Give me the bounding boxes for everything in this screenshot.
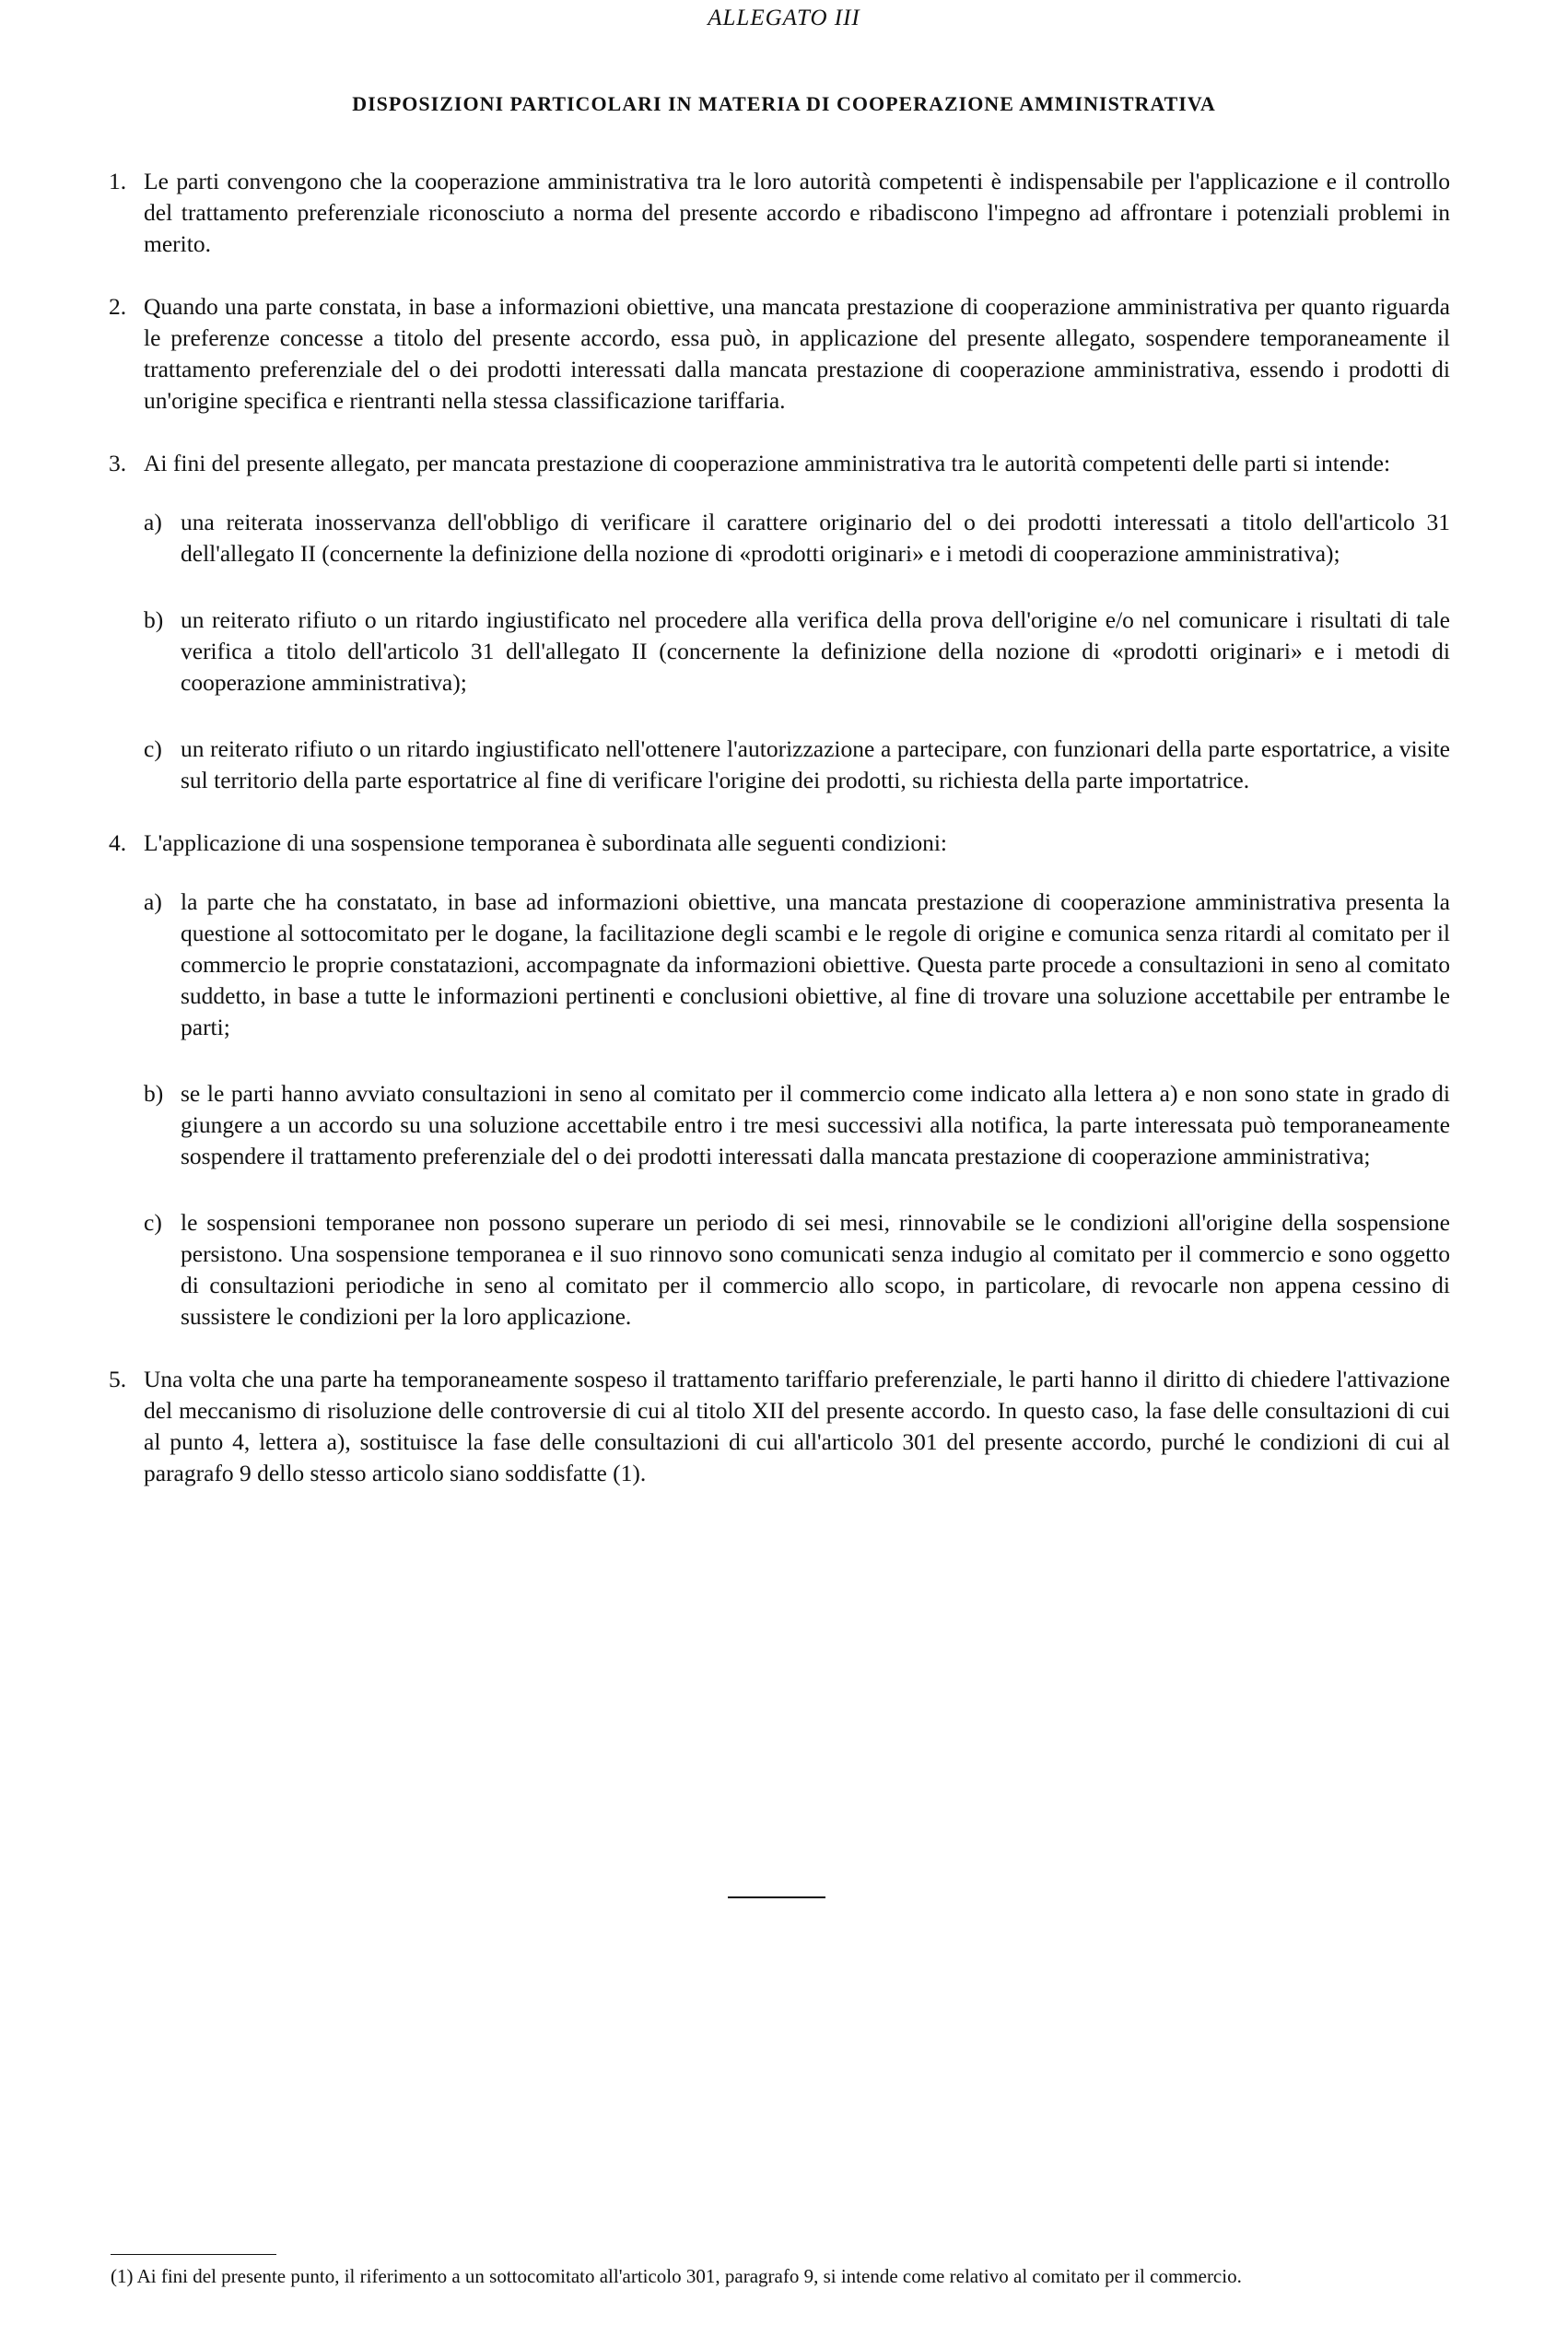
item-letter: a): [144, 888, 162, 915]
item-letter: c): [144, 735, 162, 762]
paragraph-1: [109, 166, 1450, 260]
item-letter: a): [144, 509, 162, 535]
paragraph-4: [109, 828, 1450, 1332]
list-item: [109, 1078, 1450, 1172]
paragraph-number: 2.: [109, 293, 127, 320]
annex-label: ALLEGATO III: [708, 6, 860, 30]
footnote-marker: (1): [111, 2265, 134, 2287]
item-text: un reiterato rifiuto o un ritardo ingiustificato nel procedere alla verifica della prova dell'origine e/o nel comunicare i risultati di tale verifica a titolo dell'articolo 31 dell'allegato II (concernente la definizione della nozione di «prodotti originari» e i metodi di cooperazione amministrativa);: [181, 606, 1450, 696]
paragraph-text: Ai fini del presente allegato, per mancata prestazione di cooperazione amministrativa tra le autorità competenti delle parti si intende:: [144, 450, 1391, 476]
item-text: la parte che ha constatato, in base ad informazioni obiettive, una mancata prestazione di cooperazione amministrativa presenta la questione al sottocomitato per le dogane, la facilitazione degli scambi e le regole di origine e comunica senza ritardi al comitato per il commercio le proprie constatazioni, accompagnate da informazioni obiettive. Questa parte procede a consultazioni in seno al comitato suddetto, in base a tutte le informazioni pertinenti e conclusioni obiettive, al fine di trovare una soluzione accettabile per entrambe le parti;: [181, 888, 1450, 1040]
paragraph-3: [109, 448, 1450, 796]
list-item: [109, 605, 1450, 699]
paragraph-number: 3.: [109, 450, 127, 476]
footnote-divider: [111, 2254, 276, 2255]
paragraph-text: Le parti convengono che la cooperazione amministrativa tra le loro autorità competenti è indispensabile per l'applicazione e il controllo del trattamento preferenziale riconosciuto a norma del presente accordo e ribadiscono l'impegno ad affrontare i potenziali problemi in merito.: [144, 168, 1450, 257]
paragraph-number: 5.: [109, 1366, 127, 1392]
paragraph-text: Quando una parte constata, in base a informazioni obiettive, una mancata prestazione di cooperazione amministrativa per quanto riguarda le preferenze concesse a titolo del presente accordo, essa può, in applicazione del presente allegato, sospendere temporaneamente il trattamento preferenziale del o dei prodotti interessati dalla mancata prestazione di cooperazione amministrativa, essendo i prodotti di un'origine specifica e rientranti nella stessa classificazione tariffaria.: [144, 293, 1450, 414]
footnote-reference[interactable]: (1): [613, 1460, 640, 1486]
item-text: se le parti hanno avviato consultazioni in seno al comitato per il commercio come indicato alla lettera a) e non sono state in grado di giungere a un accordo su una soluzione accettabile entro i tre mesi successivi alla notifica, la parte interessata può temporaneamente sospendere il trattamento preferenziale del o dei prodotti interessati dalla mancata prestazione di cooperazione amministrativa;: [181, 1080, 1450, 1169]
list-item: [109, 734, 1450, 796]
paragraph-body: Una volta che una parte ha temporaneamente sospeso il trattamento tariffario preferenziale, le parti hanno il diritto di chiedere l'attivazione del meccanismo di risoluzione delle controversie di cui al titolo XII del presente accordo. In questo caso, la fase delle consultazioni di cui al punto 4, lettera a), sostituisce la fase delle consultazioni di cui all'articolo 301 del presente accordo, purché le condizioni di cui al paragrafo 9 dello stesso articolo siano soddisfatte: [144, 1366, 1450, 1486]
footnote: [111, 2263, 1452, 2289]
item-text: un reiterato rifiuto o un ritardo ingiustificato nell'ottenere l'autorizzazione a partecipare, con funzionari della parte esportatrice, a visite sul territorio della parte esportatrice al fine di verificare l'origine dei prodotti, su richiesta della parte importatrice.: [181, 735, 1450, 793]
list-item: [109, 1207, 1450, 1332]
item-letter: c): [144, 1209, 162, 1236]
paragraph-5: [109, 1364, 1450, 1489]
paragraph-number: 1.: [109, 168, 127, 194]
item-letter: b): [144, 606, 164, 633]
document-body: [109, 166, 1450, 1520]
item-text: una reiterata inosservanza dell'obbligo di verificare il carattere originario del o dei prodotti interessati a titolo dell'articolo 31 dell'allegato II (concernente la definizione della nozione di «prodotti originari» e i metodi di cooperazione amministrativa);: [181, 509, 1450, 567]
list-item: [109, 507, 1450, 569]
section-end-rule: [728, 1896, 825, 1898]
document-title: DISPOSIZIONI PARTICOLARI IN MATERIA DI COOPERAZIONE AMMINISTRATIVA: [352, 92, 1216, 115]
item-text: le sospensioni temporanee non possono superare un periodo di sei mesi, rinnovabile se le condizioni all'origine della sospensione persistono. Una sospensione temporanea e il suo rinnovo sono comunicati senza indugio al comitato per il commercio e sono oggetto di consultazioni periodiche in seno al comitato per il commercio allo scopo, in particolare, di revocarle non appena cessino di sussistere le condizioni per la loro applicazione.: [181, 1209, 1450, 1330]
paragraph-text: L'applicazione di una sospensione temporanea è subordinata alle seguenti condizioni:: [144, 829, 948, 856]
paragraph-2: [109, 291, 1450, 417]
paragraph-text: Una volta che una parte ha temporaneamente sospeso il trattamento tariffario preferenziale, le parti hanno il diritto di chiedere l'attivazione del meccanismo di risoluzione delle controversie di cui al titolo XII del presente accordo. In questo caso, la fase delle consultazioni di cui al punto 4, lettera a), sostituisce la fase delle consultazioni di cui all'articolo 301 del presente accordo, purché le condizioni di cui al paragrafo 9 dello stesso articolo siano soddisfatte (1).: [144, 1366, 1450, 1486]
item-letter: b): [144, 1080, 164, 1107]
footnote-text: Ai fini del presente punto, il riferimento a un sottocomitato all'articolo 301, paragrafo 9, si intende come relativo al comitato per il commercio.: [136, 2265, 1242, 2287]
list-item: [109, 886, 1450, 1043]
paragraph-number: 4.: [109, 829, 127, 856]
